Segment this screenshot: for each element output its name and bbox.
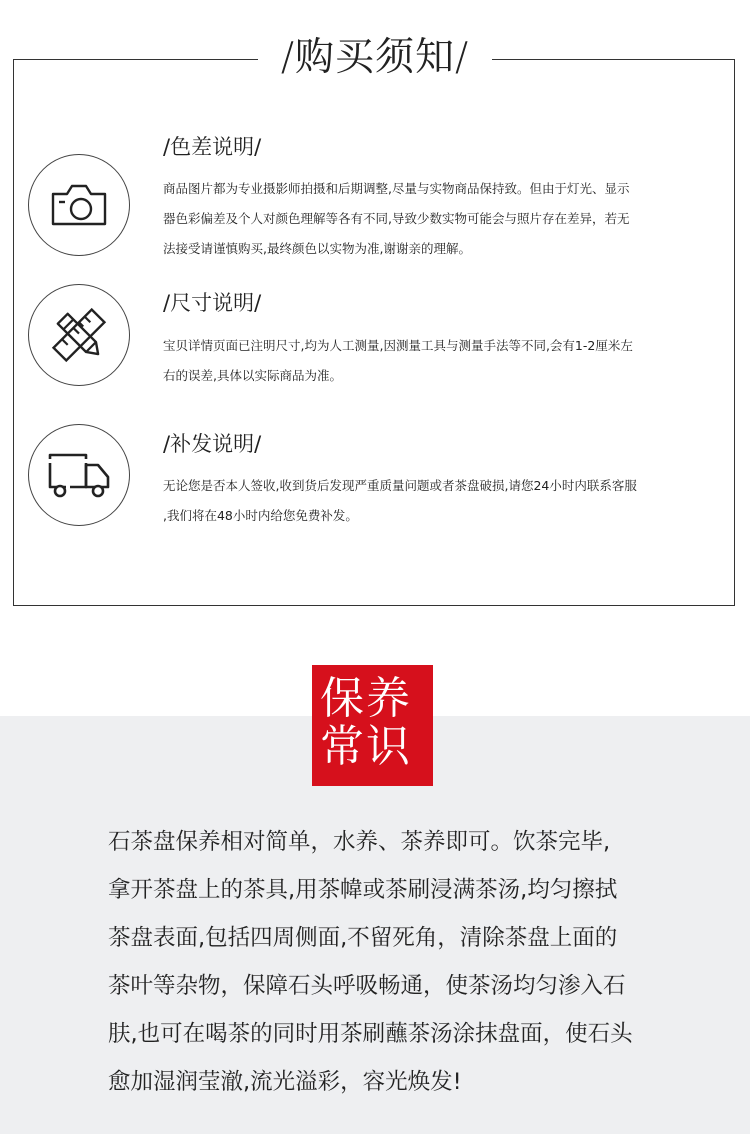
reissue-title: /补发说明/ xyxy=(163,432,262,456)
care-badge xyxy=(312,665,433,786)
care-badge-line: 保养 xyxy=(320,673,412,724)
size-line: 宝贝详情页面已注明尺寸,均为人工测量,因测量工具与测量手法等不同,会有1-2厘米左 xyxy=(163,338,633,353)
care-line: 拿开茶盘上的茶具,用茶幃或茶刷浸满茶汤,均匀擦拭 xyxy=(108,877,618,903)
reissue-line: 无论您是否本人签收,收到货后发现严重质量问题或者茶盘破损,请您24小时内联系客服 xyxy=(163,478,637,493)
care-line: 茶叶等杂物，保障石头呼吸畅通，使茶汤均匀渗入石 xyxy=(108,973,626,999)
delivery-truck-icon-circle xyxy=(28,424,130,526)
care-paragraph xyxy=(108,818,688,1106)
purchase-notice-title: /购买须知/ xyxy=(258,28,492,88)
camera-icon-circle xyxy=(28,154,130,256)
care-line: 石茶盘保养相对简单，水养、茶养即可。饮茶完毕, xyxy=(108,829,611,855)
color-diff-line: 器色彩偏差及个人对颜色理解等各有不同,导致少数实物可能会与照片存在差异，若无 xyxy=(163,211,630,226)
size-line: 右的误差,具体以实际商品为准。 xyxy=(163,368,342,383)
care-line: 愈加湿润莹澈,流光溢彩，容光焕发! xyxy=(108,1069,462,1095)
care-line: 茶盘表面,包括四周侧面,不留死角，清除茶盘上面的 xyxy=(108,925,618,951)
delivery-truck-icon xyxy=(46,451,112,499)
ruler-pencil-icon-circle xyxy=(28,284,130,386)
ruler-pencil-icon xyxy=(50,306,108,364)
camera-icon xyxy=(49,182,109,228)
size-title: /尺寸说明/ xyxy=(163,291,262,315)
size-body xyxy=(163,331,703,391)
color-diff-title: /色差说明/ xyxy=(163,135,262,159)
care-badge-line: 常识 xyxy=(320,721,412,772)
reissue-body xyxy=(163,471,703,531)
color-diff-line: 商品图片都为专业摄影师拍摄和后期调整,尽量与实物商品保持致。但由于灯光、显示 xyxy=(163,181,630,196)
care-line: 肤,也可在喝茶的同时用茶刷蘸茶汤涂抹盘面，使石头 xyxy=(108,1021,633,1047)
reissue-line: ,我们将在48小时内给您免费补发。 xyxy=(163,508,358,523)
color-diff-line: 法接受请谨慎购买,最终颜色以实物为准,谢谢亲的理解。 xyxy=(163,241,471,256)
color-diff-body xyxy=(163,174,703,264)
